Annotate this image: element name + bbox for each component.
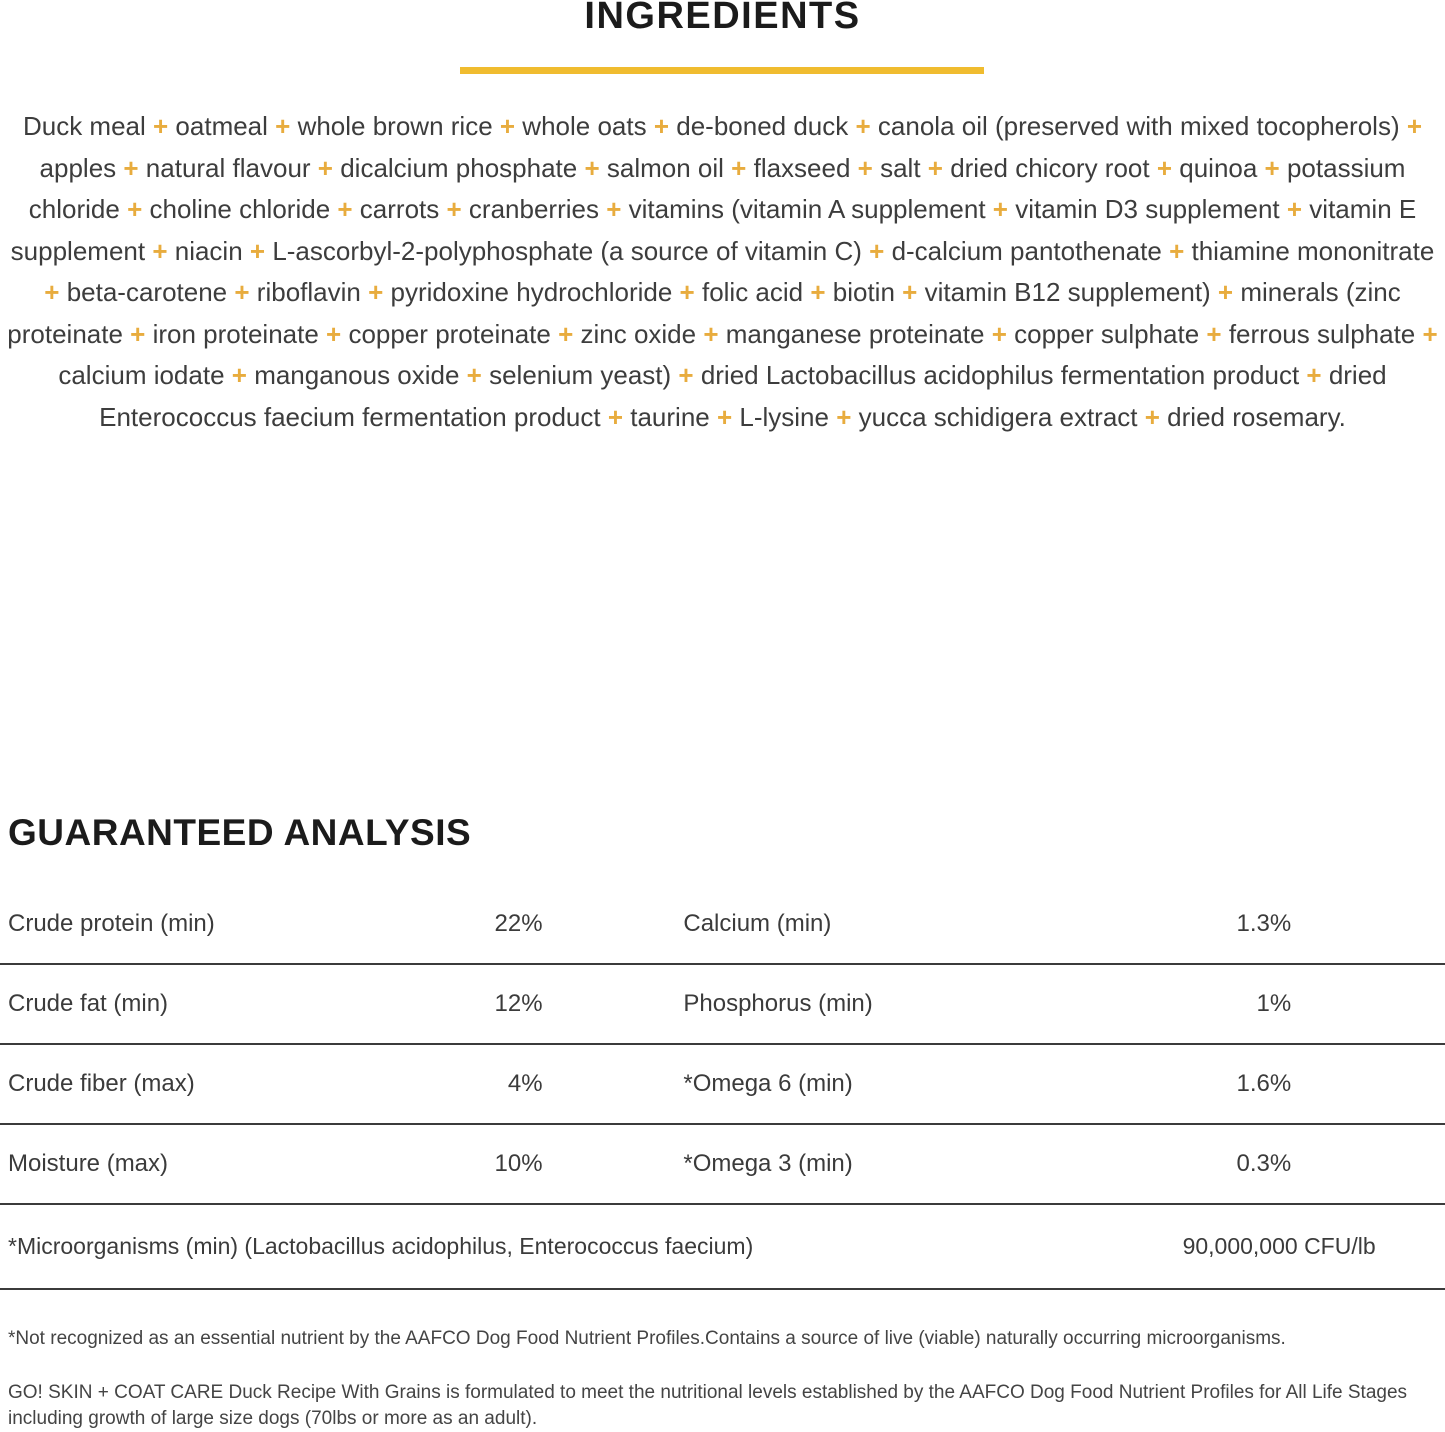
plus-separator-icon: + — [600, 401, 631, 432]
ingredient-item: canola oil (preserved with mixed tocopherols) — [877, 111, 1400, 141]
nutrient-label: *Omega 3 (min) — [683, 1150, 853, 1177]
plus-separator-icon: + — [723, 152, 754, 183]
ingredient-item: potassium chloride — [28, 152, 1406, 224]
ingredient-item: iron proteinate — [152, 318, 319, 349]
table-row — [0, 1045, 1445, 1125]
plus-separator-icon: + — [224, 360, 255, 390]
ingredients-list — [0, 106, 1445, 438]
nutrient-label: Calcium (min) — [683, 910, 832, 937]
ingredient-item: niacin — [174, 235, 243, 266]
table-row-microorganisms — [0, 1205, 1445, 1290]
nutrient-label: Crude protein (min) — [8, 910, 215, 937]
plus-separator-icon: + — [985, 194, 1016, 224]
nutrient-value: 0.3% — [1236, 1150, 1292, 1177]
ingredient-item: pyridoxine hydrochloride — [390, 277, 673, 307]
ingredient-item: dried chicory root — [950, 152, 1150, 183]
ingredient-item: L-ascorbyl-2-polyphosphate (a source of vitamin C) — [272, 235, 862, 266]
ingredient-item: folic acid — [701, 277, 804, 307]
ingredient-item: whole brown rice — [297, 111, 493, 141]
plus-separator-icon: + — [1279, 194, 1310, 224]
plus-separator-icon: + — [330, 194, 360, 224]
nutrient-label: Crude fiber (max) — [8, 1070, 195, 1097]
ingredient-item: quinoa — [1179, 152, 1258, 183]
ingredient-item: copper sulphate — [1014, 318, 1200, 349]
table-row — [0, 965, 1445, 1045]
ingredient-item: manganous oxide — [254, 360, 460, 390]
nutrient-value: 12% — [494, 990, 543, 1017]
plus-separator-icon: + — [1137, 401, 1168, 432]
plus-separator-icon: + — [310, 152, 341, 183]
plus-separator-icon: + — [577, 152, 607, 183]
plus-separator-icon: + — [1299, 360, 1329, 390]
plus-separator-icon: + — [672, 277, 702, 307]
ingredient-item: biotin — [832, 277, 895, 307]
ingredient-item: vitamin D3 supplement — [1015, 194, 1280, 224]
ingredient-item: dried rosemary. — [1167, 401, 1346, 432]
plus-separator-icon: + — [360, 277, 391, 307]
ingredient-item: dried Enterococcus faecium fermentation product — [99, 360, 1387, 432]
ingredients-heading: INGREDIENTS — [584, 0, 861, 37]
nutrient-value: 1% — [1256, 990, 1292, 1017]
nutrient-value: 1.3% — [1236, 910, 1292, 937]
ingredient-item: dicalcium phosphate — [340, 152, 578, 183]
nutrient-value: 10% — [494, 1150, 543, 1177]
microorganisms-label: *Microorganisms (min) (Lactobacillus acidophilus, Enterococcus faecium) — [8, 1233, 754, 1259]
ingredient-item: d-calcium pantothenate — [891, 235, 1162, 266]
plus-separator-icon: + — [671, 360, 701, 390]
nutrient-value: 4% — [507, 1070, 543, 1097]
nutrient-value: 22% — [494, 910, 543, 937]
yellow-divider-rule — [460, 67, 984, 74]
ingredient-item: carrots — [359, 194, 440, 224]
plus-separator-icon: + — [828, 401, 859, 432]
nutrient-label: Crude fat (min) — [8, 990, 169, 1017]
ingredient-item: vitamin B12 supplement) — [924, 277, 1211, 307]
plus-separator-icon: + — [145, 111, 176, 141]
plus-separator-icon: + — [116, 152, 146, 183]
ingredient-item: ferrous sulphate — [1228, 318, 1416, 349]
plus-separator-icon: + — [242, 235, 273, 266]
ingredient-item: choline chloride — [149, 194, 331, 224]
ingredient-item: salt — [880, 152, 921, 183]
ingredient-item: selenium yeast) — [489, 360, 672, 390]
plus-separator-icon: + — [492, 111, 523, 141]
ingredient-item: vitamin E supplement — [10, 194, 1417, 266]
plus-separator-icon: + — [1161, 235, 1192, 266]
plus-separator-icon: + — [267, 111, 298, 141]
ingredient-item: L-lysine — [739, 401, 829, 432]
plus-separator-icon: + — [803, 277, 833, 307]
plus-separator-icon: + — [861, 235, 892, 266]
ingredient-item: whole oats — [522, 111, 647, 141]
plus-separator-icon: + — [1399, 111, 1423, 141]
ingredient-item: thiamine mononitrate — [1191, 235, 1435, 266]
plus-separator-icon: + — [122, 318, 153, 349]
plus-separator-icon: + — [550, 318, 581, 349]
plus-separator-icon: + — [318, 318, 349, 349]
ingredient-item: flaxseed — [753, 152, 851, 183]
ingredient-item: taurine — [630, 401, 710, 432]
plus-separator-icon: + — [850, 152, 881, 183]
footnote-aafco-nutrient: *Not recognized as an essential nutrient by the AAFCO Dog Food Nutrient Profiles.Contains a source of live (viable) naturally occurring microorganisms. — [8, 1328, 1286, 1349]
ingredient-item: cranberries — [468, 194, 599, 224]
plus-separator-icon: + — [1199, 318, 1229, 349]
ingredient-item: oatmeal — [175, 111, 268, 141]
ingredient-item: natural flavour — [145, 152, 311, 183]
ingredient-item: zinc oxide — [580, 318, 697, 349]
ingredient-item: beta-carotene — [66, 277, 228, 307]
guaranteed-analysis-table — [0, 885, 1445, 1290]
plus-separator-icon: + — [709, 401, 740, 432]
plus-separator-icon: + — [227, 277, 257, 307]
guaranteed-analysis-rows — [0, 885, 1445, 1205]
ingredient-item: yucca schidigera extract — [858, 401, 1138, 432]
plus-separator-icon: + — [1415, 318, 1438, 349]
ingredient-item: copper proteinate — [348, 318, 551, 349]
nutrient-label: Phosphorus (min) — [683, 990, 873, 1017]
plus-separator-icon: + — [1257, 152, 1287, 183]
plus-separator-icon: + — [894, 277, 925, 307]
footnote-formulation-statement: GO! SKIN + COAT CARE Duck Recipe With Grains is formulated to meet the nutritional levels established by the AAFCO Dog Food Nutrient Profiles for All Life Stages including growth of large size dogs (70lbs or more as an adult). — [8, 1382, 1408, 1429]
plus-separator-icon: + — [44, 277, 67, 307]
ingredient-item: apples — [39, 152, 117, 183]
plus-separator-icon: + — [145, 235, 175, 266]
ingredient-item: de-boned duck — [676, 111, 849, 141]
plus-separator-icon: + — [984, 318, 1015, 349]
plus-separator-icon: + — [598, 194, 629, 224]
plus-separator-icon: + — [1149, 152, 1180, 183]
plus-separator-icon: + — [646, 111, 677, 141]
ingredient-item: vitamins (vitamin A supplement — [628, 194, 986, 224]
plus-separator-icon: + — [920, 152, 951, 183]
plus-separator-icon: + — [119, 194, 150, 224]
ingredient-item: dried Lactobacillus acidophilus fermentation product — [700, 360, 1300, 390]
ingredient-item: calcium iodate — [58, 360, 225, 390]
ingredient-item: salmon oil — [606, 152, 724, 183]
table-row — [0, 885, 1445, 965]
plus-separator-icon: + — [459, 360, 490, 390]
ingredient-item: minerals (zinc proteinate — [7, 277, 1401, 349]
microorganisms-value: 90,000,000 CFU/lb — [1182, 1233, 1376, 1259]
plus-separator-icon: + — [1210, 277, 1241, 307]
nutrient-label: *Omega 6 (min) — [683, 1070, 853, 1097]
table-row — [0, 1125, 1445, 1205]
nutrient-value: 1.6% — [1236, 1070, 1292, 1097]
plus-separator-icon: + — [696, 318, 726, 349]
nutrient-label: Moisture (max) — [8, 1150, 169, 1177]
ingredient-item: riboflavin — [256, 277, 361, 307]
ingredient-item: Duck meal — [22, 111, 146, 141]
plus-separator-icon: + — [848, 111, 878, 141]
ingredient-item: manganese proteinate — [725, 318, 985, 349]
plus-separator-icon: + — [439, 194, 469, 224]
guaranteed-analysis-heading: GUARANTEED ANALYSIS — [8, 812, 472, 853]
